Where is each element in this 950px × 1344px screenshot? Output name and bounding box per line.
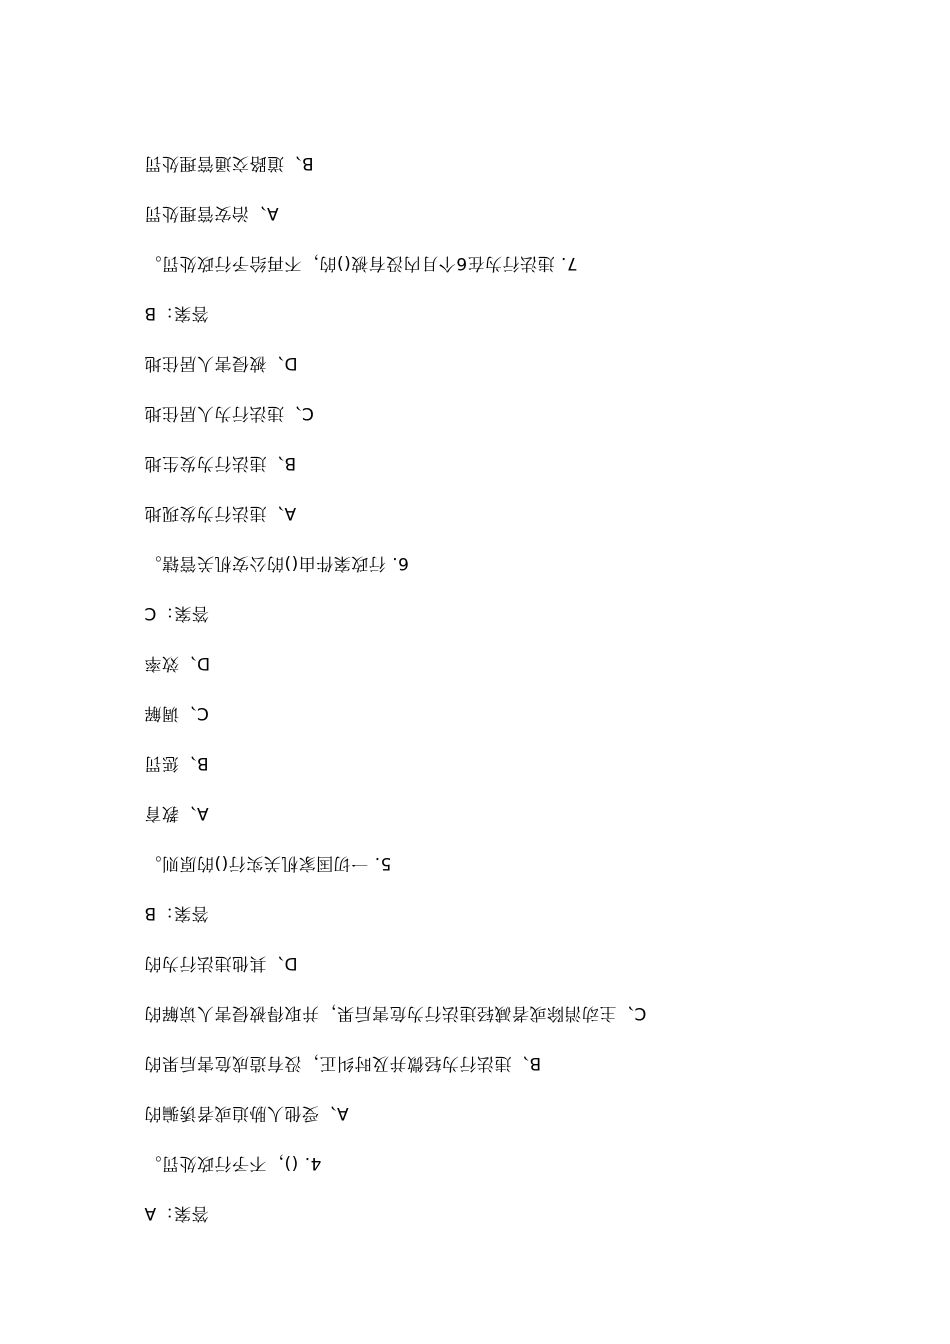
option-d-q4: D、其他违法行为的 — [144, 953, 298, 973]
option-a-q4: A、受他人胁迫或者诱骗的 — [144, 1103, 349, 1123]
question-4: 4. ()，不予行政处罚。 — [144, 1153, 322, 1173]
option-c-q4: C、主动消除或者减轻违法行为危害后果，并取得被侵害人谅解的 — [144, 1003, 647, 1023]
option-b-q6: B、违法行为发生地 — [144, 453, 297, 473]
option-c-q5: C、调解 — [144, 703, 209, 723]
option-d-q5: D、效率 — [144, 653, 211, 673]
answer-q5: 答案：C — [144, 603, 209, 623]
option-a-q5: A、教育 — [144, 803, 209, 823]
option-b-q7: B、道路交通管理处罚 — [144, 153, 314, 173]
question-7: 7. 违法行为在6个月内没有被()的，不再给予行政处罚。 — [144, 253, 578, 273]
answer-q3: 答案：A — [144, 1203, 209, 1223]
question-6: 6. 行政案件由()的公安机关管辖。 — [144, 553, 409, 573]
option-b-q4: B、违法行为轻微并及时纠正，没有造成危害后果的 — [144, 1053, 542, 1073]
option-c-q6: C、违法行为人居住地 — [144, 403, 314, 423]
answer-q4: 答案：B — [144, 903, 209, 923]
option-d-q6: D、被侵害人居住地 — [144, 353, 298, 373]
option-b-q5: B、惩罚 — [144, 753, 209, 773]
option-a-q7: A、治安管理处罚 — [144, 203, 279, 223]
answer-q6: 答案：B — [144, 303, 209, 323]
option-a-q6: A、违法行为发现地 — [144, 503, 297, 523]
question-5: 5. 一切国家机关实行()的原则。 — [144, 853, 392, 873]
